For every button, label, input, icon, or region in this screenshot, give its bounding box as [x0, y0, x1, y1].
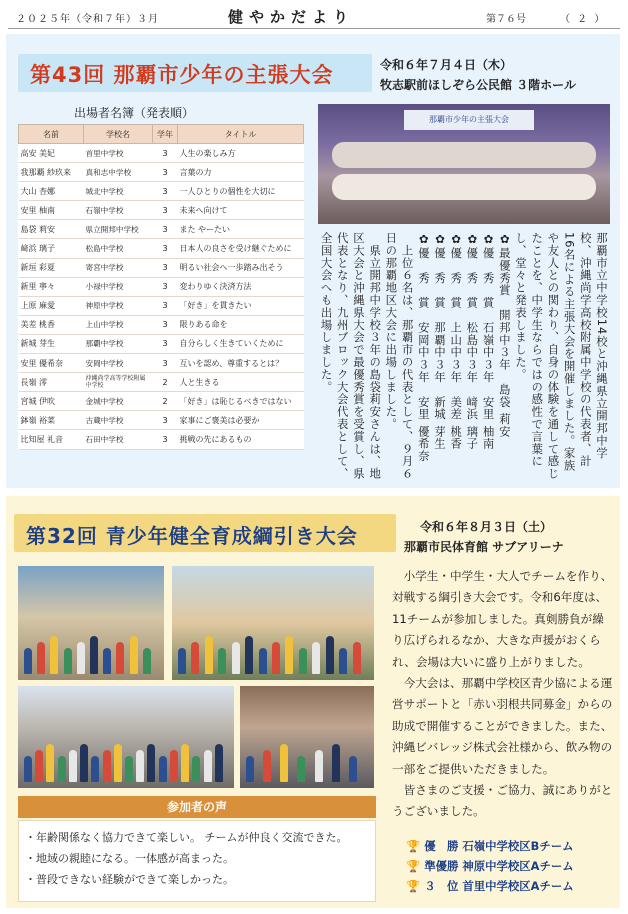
person-figure [37, 642, 45, 674]
participant-school: 古蔵中学校 [84, 411, 153, 430]
tug-of-war-body [392, 566, 614, 823]
person-figure [215, 744, 223, 782]
speech-contest-title: 第43回 那覇市少年の主張大会 [30, 63, 334, 87]
speech-contest-date: 令和６年７月４日（木） [380, 58, 513, 72]
speech-contest-group-photo [318, 104, 610, 224]
person-figure [90, 636, 98, 674]
column-header-grade: 学年 [153, 125, 178, 144]
participant-speech-title: 未来へ向けて [178, 201, 304, 220]
participant-speech-title: 人と生きる [178, 373, 304, 392]
participant-grade: 3 [153, 354, 178, 373]
participant-grade: 3 [153, 334, 178, 353]
participant-speech-title: 一人ひとりの個性を大切に [178, 182, 304, 201]
person-figure [46, 744, 54, 782]
participant-school: 安岡中学校 [84, 354, 153, 373]
person-figure [35, 750, 43, 782]
participant-grade: 3 [153, 201, 178, 220]
participant-speech-title: 日本人の良さを受け継ぐために [178, 239, 304, 258]
person-figure [130, 636, 138, 674]
participant-grade: 3 [153, 220, 178, 239]
participant-row [19, 258, 304, 277]
participant-school: 真和志中学校 [84, 163, 153, 182]
tug-of-war-photo-1 [18, 566, 164, 680]
result-first [406, 836, 574, 856]
voice-item: ・年齢関係なく協力できて楽しい。 チームが仲良く交流できた。 [25, 831, 348, 844]
issue-number: 第７６号 [486, 14, 526, 25]
participant-school: 金城中学校 [84, 392, 153, 411]
participant-table [18, 124, 304, 450]
photo-back-row [332, 142, 596, 168]
person-figure [332, 744, 340, 782]
photo-banner: 那覇市少年の主張大会 [404, 110, 534, 130]
person-figure [58, 756, 66, 782]
person-figure [91, 756, 99, 782]
person-figure [285, 636, 293, 674]
participant-grade: 3 [153, 239, 178, 258]
participant-school: 上山中学校 [84, 315, 153, 334]
tug-of-war-date: 令和６年８月３日（土） [420, 520, 553, 534]
participant-name: 新垣 彩夏 [19, 258, 84, 277]
person-figure [80, 744, 88, 782]
person-figure [218, 648, 226, 674]
participant-row [19, 163, 304, 182]
participant-school: 那覇中学校 [84, 334, 153, 353]
voice-item: ・地域の親睦になる。一体感が高まった。 [25, 852, 234, 865]
participant-grade: 2 [153, 373, 178, 392]
participant-name: 宮城 伊吹 [19, 392, 84, 411]
participant-table-header [19, 125, 304, 144]
participant-school: 寄宮中学校 [84, 258, 153, 277]
person-figure [181, 744, 189, 782]
participant-voices-heading: 参加者の声 [18, 796, 376, 818]
participant-row [19, 201, 304, 220]
participant-name: 比知屋 礼音 [19, 430, 84, 449]
participant-school: 城北中学校 [84, 182, 153, 201]
person-figure [339, 648, 347, 674]
participant-speech-title: 明るい社会へ一歩踏み出そう [178, 258, 304, 277]
person-figure [50, 636, 58, 674]
participant-speech-title: 言葉の力 [178, 163, 304, 182]
person-figure [297, 756, 305, 782]
tug-of-war-results [406, 836, 574, 896]
person-figure [353, 642, 361, 674]
participant-speech-title: また やーたい [178, 220, 304, 239]
person-figure [280, 744, 288, 782]
tug-of-war-photo-4 [240, 686, 374, 788]
tug-of-war-title: 第32回 青少年健全育成綱引き大会 [26, 524, 358, 548]
person-figure [170, 750, 178, 782]
person-figure [24, 756, 32, 782]
person-figure [125, 756, 133, 782]
trophy-icon: 🏆 [406, 879, 421, 893]
participant-grade: 3 [153, 182, 178, 201]
body-paragraph: 皆さまのご支援・ご協力、誠にありがとうございました。 [392, 783, 613, 819]
participant-row [19, 277, 304, 296]
newsletter-title: 健やかだより [228, 8, 355, 26]
person-figure [114, 744, 122, 782]
column-header-title: タイトル [178, 125, 304, 144]
result-third-text: ３ 位 首里中学校区Aチーム [424, 879, 574, 893]
participant-grade: 3 [153, 315, 178, 334]
person-figure [103, 750, 111, 782]
participant-grade: 3 [153, 296, 178, 315]
tug-of-war-venue: 那覇市民体育館 サブアリーナ [404, 540, 564, 554]
participant-speech-title: 人生の楽しみ方 [178, 144, 304, 163]
participant-name: 安里 優希奈 [19, 354, 84, 373]
speech-contest-venue: 牧志駅前ほしぞら公民館 ３階ホール [380, 78, 576, 92]
participant-grade: 3 [153, 430, 178, 449]
body-paragraph: 今大会は、那覇中学校区青少協による運営サポートと「赤い羽根共同募金」からの助成で開催することができました。また、沖縄ビバレッジ株式会社様から、飲み物の一部をご提供いただきました。 [392, 676, 613, 776]
person-figure [326, 636, 334, 674]
body-paragraph: 小学生・中学生・大人でチームを作り、対戦する綱引き大会です。令和6年度は、11チームが参加しました。真剣勝負が繰り広げられるなか、大きな声援がおくられ、会場は大いに盛り上がりました。 [392, 569, 613, 669]
participant-school: 神原中学校 [84, 296, 153, 315]
person-figure [259, 648, 267, 674]
participant-grade: 3 [153, 163, 178, 182]
participant-speech-title: 「好き」を貫きたい [178, 296, 304, 315]
participant-grade: 3 [153, 277, 178, 296]
participant-speech-title: 家事にご褒美は必要か [178, 411, 304, 430]
person-figure [245, 636, 253, 674]
participant-name: 上原 麻愛 [19, 296, 84, 315]
person-figure [315, 750, 323, 782]
participant-name: 大山 杏娜 [19, 182, 84, 201]
result-second [406, 856, 574, 876]
participant-school: 小禄中学校 [84, 277, 153, 296]
person-figure [263, 750, 271, 782]
participant-list-caption: 出場者名簿（発表順） [74, 106, 195, 120]
participant-row [19, 373, 304, 392]
participant-row [19, 296, 304, 315]
participant-school: 首里中学校 [84, 144, 153, 163]
participant-speech-title: 挑戦の先にあるもの [178, 430, 304, 449]
person-figure [192, 756, 200, 782]
person-figure [69, 750, 77, 782]
participant-name: 美差 桃香 [19, 315, 84, 334]
participant-row [19, 392, 304, 411]
participant-name: 﨑浜 璃子 [19, 239, 84, 258]
participant-row [19, 144, 304, 163]
tug-of-war-photo-2 [172, 566, 374, 680]
tug-of-war-title-box [14, 514, 396, 552]
person-figure [64, 648, 72, 674]
participant-row [19, 334, 304, 353]
participant-school: 県立開邦中学校 [84, 220, 153, 239]
person-figure [24, 648, 32, 674]
participant-row [19, 354, 304, 373]
participant-name: 新里 寧々 [19, 277, 84, 296]
person-figure [143, 648, 151, 674]
header-date: ２０２５年（令和７年）３月 [16, 14, 159, 25]
person-figure [116, 642, 124, 674]
speech-contest-title-box [18, 54, 372, 92]
participant-name: 我那覇 紗玖来 [19, 163, 84, 182]
participant-grade: 2 [153, 392, 178, 411]
participant-name: 鉢嶺 裕菜 [19, 411, 84, 430]
participant-grade: 3 [153, 411, 178, 430]
participant-name: 安里 柚南 [19, 201, 84, 220]
participant-row [19, 182, 304, 201]
header-divider [8, 28, 620, 29]
speech-contest-body: 那覇市立中学校14校と沖縄県立開邦中学校、沖縄尚学高校附属中学校の代表者、計16名による主張大会を開催しました。家族や友人との関わり、自身の体験を通して感じたことを、中学生ならではの感性で言葉にし、堂々と発表しました。 ✿最優秀賞 開邦中３年 島袋 莉安 ✿優 秀 賞 石嶺中３年 安里 柚南 ✿優 秀 賞 松島中３年 﨑浜 璃子 ✿優 秀 賞 上山中３年 美差 桃香 ✿優 秀 賞 那覇中３年 新城 芽生 ✿優 秀 賞 安岡中３年 安里 優希奈 上位６名は、那覇市の代表として、９月６日の那覇地区大会に出場しました。 県立開邦中学校３年の島袋莉安さんは、地区大会と沖縄県大会で最優秀賞を受賞し、県代表となり、九州ブロック大会代表として、全国大会へも出場しました。 [319, 232, 609, 480]
trophy-icon: 🏆 [406, 839, 421, 853]
voice-item: ・普段できない経験ができて楽しかった。 [25, 873, 234, 886]
participant-row [19, 315, 304, 334]
participant-grade: 3 [153, 144, 178, 163]
person-figure [77, 642, 85, 674]
person-figure [299, 648, 307, 674]
person-figure [312, 642, 320, 674]
person-figure [205, 636, 213, 674]
participant-speech-title: 限りある命を [178, 315, 304, 334]
participant-school: 沖縄尚学高等学校附属中学校 [84, 373, 153, 392]
person-figure [147, 744, 155, 782]
participant-school: 石田中学校 [84, 430, 153, 449]
participant-name: 長嶺 澪 [19, 373, 84, 392]
person-figure [246, 756, 254, 782]
column-header-name: 名前 [19, 125, 84, 144]
photo-front-row [332, 174, 596, 200]
person-figure [272, 642, 280, 674]
page-number: （ ２ ） [560, 14, 607, 25]
participant-row [19, 239, 304, 258]
column-header-school: 学校名 [84, 125, 153, 144]
participant-row [19, 220, 304, 239]
participant-speech-title: 変わりゆく決済方法 [178, 277, 304, 296]
participant-school: 松島中学校 [84, 239, 153, 258]
tug-of-war-photo-3 [18, 686, 234, 788]
person-figure [204, 750, 212, 782]
result-first-text: 優 勝 石嶺中学校区Bチーム [424, 839, 574, 853]
participant-speech-title: 自分らしく生きていくために [178, 334, 304, 353]
participant-table-body [19, 144, 304, 450]
participant-grade: 3 [153, 258, 178, 277]
participant-school: 石嶺中学校 [84, 201, 153, 220]
person-figure [349, 756, 357, 782]
person-figure [232, 642, 240, 674]
participant-name: 新城 芽生 [19, 334, 84, 353]
participant-voices-box [18, 820, 376, 902]
participant-name: 島袋 莉安 [19, 220, 84, 239]
result-third [406, 876, 574, 896]
participant-speech-title: 互いを認め、尊重するとは？ [178, 354, 304, 373]
person-figure [178, 648, 186, 674]
person-figure [136, 750, 144, 782]
participant-speech-title: 「好き」は恥じるべきではない [178, 392, 304, 411]
person-figure [191, 642, 199, 674]
participant-row [19, 411, 304, 430]
person-figure [103, 648, 111, 674]
person-figure [159, 756, 167, 782]
participant-name: 高安 美妃 [19, 144, 84, 163]
participant-row [19, 430, 304, 449]
trophy-icon: 🏆 [406, 859, 421, 873]
result-second-text: 準優勝 神原中学校区Aチーム [424, 859, 574, 873]
